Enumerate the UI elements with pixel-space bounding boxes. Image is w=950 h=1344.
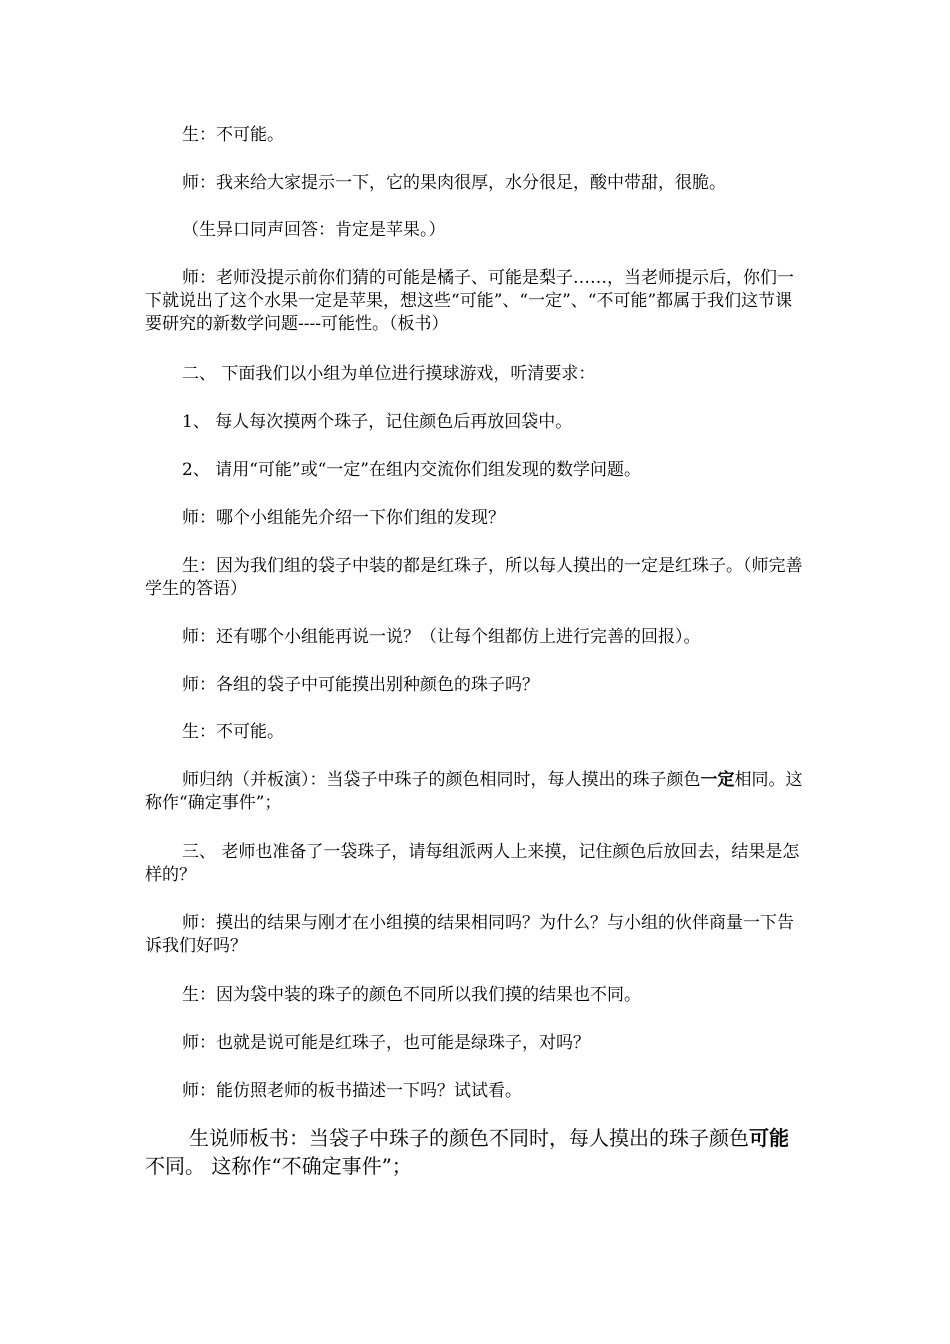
- paragraph-teacher-again: 师：还有哪个小组能再说一说？（让每个组都仿上进行完善的回报）。: [182, 627, 701, 647]
- rule-1: 1、 每人每次摸两个珠子，记住颜色后再放回袋中。: [182, 412, 573, 432]
- section-3-heading: 三、 老师也准备了一袋珠子，请每组派两人上来摸，记住颜色后放回去，结果是怎样的？: [145, 842, 800, 885]
- paragraph-student-no: 生：不可能。: [182, 722, 284, 742]
- summary-certain-keyword: 一定: [700, 770, 735, 790]
- paragraph-teacher-other-colors: 师：各组的袋子中可能摸出别种颜色的珠子吗？: [182, 675, 539, 695]
- paragraph-teacher-try: 师：能仿照老师的板书描述一下吗？试试看。: [182, 1081, 522, 1101]
- paragraph-4: 师：老师没提示前你们猜的可能是橘子、可能是梨子……，当老师提示后，你们一下就说出了这个水果一定是苹果，想这些“可能”、“一定”、“不可能”都属于我们这节课要研究的新数学问题----可能性。（板书）: [145, 268, 794, 334]
- paragraph-3: （生异口同声回答：肯定是苹果。）: [182, 220, 446, 240]
- summary-certain-text-before: 师归纳（并板演）：当袋子中珠子的颜色相同时，每人摸出的珠子颜色: [182, 770, 701, 790]
- summary-uncertain-text-before: 生说师板书：当袋子中珠子的颜色不同时，每人摸出的珠子颜色: [189, 1126, 749, 1150]
- paragraph-2: 师：我来给大家提示一下，它的果肉很厚，水分很足，酸中带甜，很脆。: [182, 173, 726, 193]
- paragraph-student-different: 生：因为袋中装的珠子的颜色不同所以我们摸的结果也不同。: [182, 985, 641, 1005]
- summary-uncertain-event: [145, 1124, 807, 1180]
- section-2-heading: 二、 下面我们以小组为单位进行摸球游戏，听清要求：: [182, 364, 596, 384]
- rule-2: 2、 请用“可能”或“一定”在组内交流你们组发现的数学问题。: [182, 460, 641, 480]
- summary-uncertain-keyword: 可能: [749, 1126, 789, 1150]
- paragraph-student-answer: 生：因为我们组的袋子中装的都是红珠子，所以每人摸出的一定是红珠子。（师完善学生的答语）: [145, 556, 803, 599]
- paragraph-1: 生：不可能。: [182, 125, 284, 145]
- summary-uncertain-text-after: 不同。 这称作“不确定事件”；: [145, 1154, 412, 1178]
- summary-certain-text-after: 相同。这称作“确定事件”；: [145, 770, 803, 813]
- paragraph-compare-question: 师：摸出的结果与刚才在小组摸的结果相同吗？为什么？与小组的伙伴商量一下告诉我们好吗？: [145, 913, 794, 956]
- summary-certain-event: [145, 769, 807, 815]
- paragraph-teacher-question: 师：哪个小组能先介绍一下你们组的发现？: [182, 508, 505, 528]
- paragraph-teacher-red-green: 师：也就是说可能是红珠子，也可能是绿珠子，对吗？: [182, 1033, 590, 1053]
